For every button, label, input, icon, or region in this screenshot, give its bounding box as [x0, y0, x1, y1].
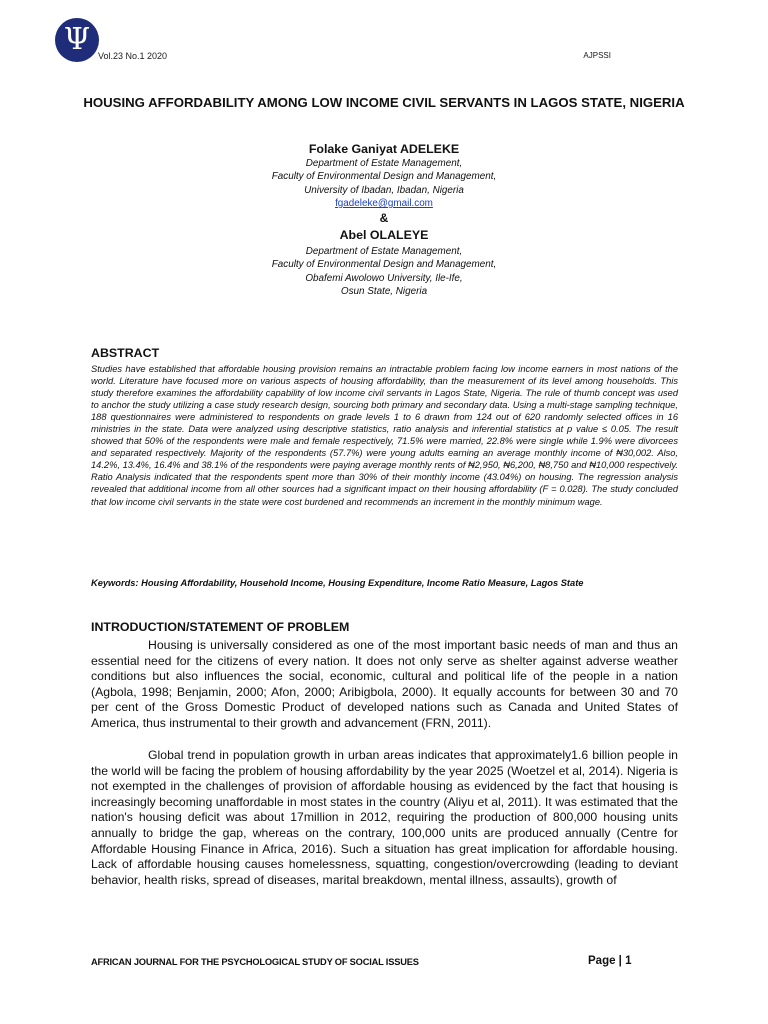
section-heading-introduction: INTRODUCTION/STATEMENT OF PROBLEM	[91, 620, 350, 634]
journal-logo-icon: Ψ	[55, 18, 99, 62]
volume-info: Vol.23 No.1 2020	[98, 51, 168, 61]
footer-journal-name: AFRICAN JOURNAL FOR THE PSYCHOLOGICAL STUDY OF SOCIAL ISSUES	[91, 957, 419, 967]
affiliation-line: Department of Estate Management,	[305, 158, 463, 169]
keywords: Keywords: Housing Affordability, Household Income, Housing Expenditure, Income Ratio Measure, Lagos State	[91, 578, 584, 588]
affiliation-line: Faculty of Environmental Design and Management,	[271, 171, 497, 183]
page-number: Page | 1	[588, 955, 632, 967]
affiliation-line: Osun State, Nigeria	[340, 286, 428, 298]
author-name-1: Folake Ganiyat ADELEKE	[308, 142, 460, 156]
body-paragraph-2: Global trend in population growth in urban areas indicates that approximately1.6 billion people in the world will be facing the problem of housing affordability by the year 2025 (Woetzel et al, 2014). Nigeria is not exempted in the challenges of provision of affordable housing as evidenced by the fact that housing is increasingly becoming unaffordable in most states in the country (Aliyu et al, 2011). It was estimated that the nation's housing deficit was about 17million in 2012, requiring the production of 800,000 housing units annually to bridge the gap, whereas on the contrary, 100,000 units are produced annually (Centre for Affordable Housing Finance in Africa, 2016). Such a situation has great implication for affordable housing. Lack of affordable housing causes homelessness, squatting, congestion/overcrowding (leading to deviant behavior, health risks, spread of diseases, marital breakdown, mental illness, assaults), growth of	[91, 748, 678, 887]
author-name-2: Abel OLALEYE	[339, 228, 429, 242]
affiliation-line: University of Ibadan, Ibadan, Nigeria	[304, 184, 464, 196]
abstract-body: Studies have established that affordable housing provision remains an intractable problem facing low income earners in most nations of the world. Literature have focused more on various aspects of housing affordability, than the measurement of its level among households. This study therefore examines the affordability capability of low income civil servants in Lagos State, Nigeria. The rule of thumb concept was used to anchor the study utilizing a case study research design, sourcing both primary and secondary data. Using a multi-stage sampling technique, 188 questionnaires were administered to respondents on grade levels 1 to 6 drawn from 124 out of 620 randomly selected offices in 16 ministries in the state. Data were analyzed using descriptive statistics, ratio analysis and inferential statistics at p value ≤ 0.05. The result showed that 50% of the respondents were male and female respectively, 71.5% were married, 22.8% were single while 1.9% were divorcees and separated respectively. Majority of the respondents (57.7%) were young adults earning an average monthly income of ₦30,002. Also, 14.2%, 13.4%, 16.4% and 38.1% of the respondents were paying average monthly rents of ₦2,950, ₦6,200, ₦8,750 and ₦10,000 respectively. Ratio Analysis indicated that the respondents spent more than 30% of their monthly income (43.04%) on housing. The regression analysis revealed that additional income from all other sources had a significant impact on their housing affordability (F = 0.028). The study concluded that low income civil servants in the state were cost burdened and recommends an increment in the monthly minimum wage.	[91, 364, 678, 507]
affiliation-line: Faculty of Environmental Design and Management,	[271, 259, 497, 271]
paper-title: HOUSING AFFORDABILITY AMONG LOW INCOME CIVIL SERVANTS IN LAGOS STATE, NIGERIA	[83, 95, 685, 110]
author-separator: &	[379, 211, 389, 225]
affiliation-line: Department of Estate Management,	[305, 246, 463, 257]
author-1-affiliation	[0, 157, 768, 197]
author-1-email-link[interactable]: fgadeleke@gmail.com	[335, 198, 433, 209]
affiliation-line: Obafemi Awolowo University, Ile-Ife,	[305, 272, 463, 284]
journal-abbreviation: AJPSSI	[583, 51, 611, 60]
body-paragraph-1: Housing is universally considered as one of the most important basic needs of man and thus an essential need for the citizens of every nation. It does not only serve as shelter against adverse weather conditions but also influences the social, economic, cultural and political life of the people in a nation (Agbola, 1998; Benjamin, 2000; Afon, 2000; Aribigbola, 2000). It equally accounts for between 30 and 70 per cent of the Gross Domestic Product of developed nations such as Canada and United States of America, thus instrumental to their growth and advancement (FRN, 2011).	[91, 638, 678, 730]
author-2-affiliation	[0, 245, 768, 299]
abstract-heading: ABSTRACT	[91, 346, 160, 360]
